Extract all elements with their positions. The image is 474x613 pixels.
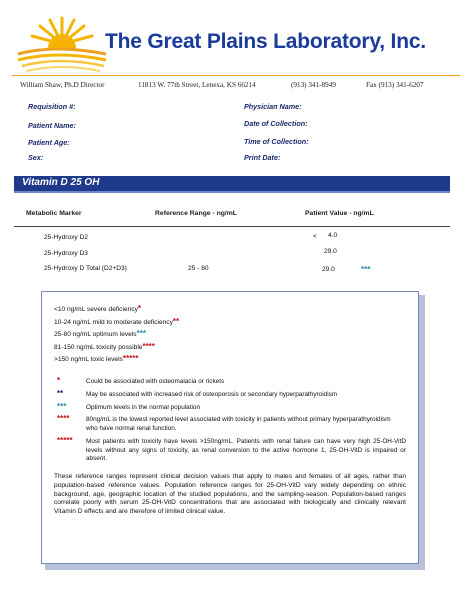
- note-text: May be associated with increased risk of osteoporosis or secondary hyperparathyroidism: [86, 391, 338, 398]
- column-header-value: Patient Value - ng/mL: [305, 210, 374, 217]
- range-item-mild: 10-24 ng/mL mild to moderate deficiency**: [54, 317, 180, 326]
- table-row-qualifier: <: [313, 233, 317, 240]
- table-row-marker: 25-Hydroxy D Total (D2+D3): [44, 265, 127, 272]
- note-stars: ***: [57, 402, 67, 411]
- note-text: Optimum levels in the normal population: [86, 404, 201, 411]
- sun-logo-icon: [14, 14, 114, 74]
- section-title: Vitamin D 25 OH: [22, 177, 100, 188]
- note-stars: ****: [57, 414, 70, 423]
- disclaimer-text: These reference ranges represent clinical decision values that apply to males and females of all ages, rather than population-based reference values. Population reference ranges for 25-OH-VitD vary widely depending on ethnic background, age, geographic location of the studied populations, and the sampling-season. Population-based ranges correlate poorly with serum 25-OH-VitD concentrations that are associated with biologically and clinically relevant Vitamin D effects and are therefore of limited clinical value.: [54, 473, 406, 516]
- table-row-value: 4.0: [328, 232, 338, 239]
- note-text: 80ng/mL is the lowest reported level associated with toxicity in patients without primary hyperparathyroidism who have normal renal function.: [86, 416, 391, 432]
- director-name: William Shaw, Ph.D Director: [20, 81, 105, 89]
- note-text: Most patients with toxicity have levels >150ng/mL. Patients with renal failure can have very high 25-OH-VitD levels without any signs of toxicity, as renal conversion to the active hormone 1, 25-OH-VitD is impaired or absent.: [86, 438, 406, 463]
- range-item-possible-toxicity: 81-150 ng/mL toxicity possible****: [54, 342, 155, 351]
- lab-address: 11813 W. 77th Street, Lenexa, KS 66214: [138, 81, 256, 89]
- range-item-severe: <10 ng/mL severe deficiency*: [54, 304, 141, 313]
- table-row-marker: 25-Hydroxy D2: [44, 234, 88, 241]
- note-text: Could be associated with osteomalacia or rickets: [86, 378, 225, 385]
- note-stars: **: [57, 389, 64, 398]
- company-name: The Great Plains Laboratory, Inc.: [105, 30, 426, 53]
- optimal-flag-stars: ***: [361, 265, 371, 274]
- table-row-range: 25 - 80: [188, 265, 209, 272]
- header-divider: [12, 75, 460, 76]
- range-item-optimum: 25-80 ng/mL optimum levels***: [54, 329, 146, 338]
- table-row-marker: 25-Hydroxy D3: [44, 250, 88, 257]
- collection-time-label: Time of Collection:: [244, 137, 309, 146]
- table-row-value: 29.0: [322, 266, 335, 273]
- table-row-value: 29.0: [324, 248, 337, 255]
- table-divider: [14, 226, 450, 227]
- physician-label: Physician Name:: [244, 102, 302, 111]
- print-date-label: Print Date:: [244, 153, 281, 162]
- lab-fax: Fax (913) 341-6207: [366, 81, 424, 89]
- patient-age-label: Patient Age:: [28, 138, 70, 147]
- column-header-marker: Metabolic Marker: [26, 210, 82, 217]
- column-header-range: Reference Range - ng/mL: [155, 210, 237, 217]
- collection-date-label: Date of Collection:: [244, 119, 308, 128]
- lab-phone: (913) 341-8949: [291, 81, 336, 89]
- requisition-label: Requisition #:: [28, 102, 76, 111]
- note-stars: *: [57, 376, 61, 385]
- patient-name-label: Patient Name:: [28, 121, 76, 130]
- note-stars: *****: [57, 436, 73, 445]
- range-item-toxic: >150 ng/mL toxic levels*****: [54, 354, 139, 363]
- sex-label: Sex:: [28, 153, 44, 162]
